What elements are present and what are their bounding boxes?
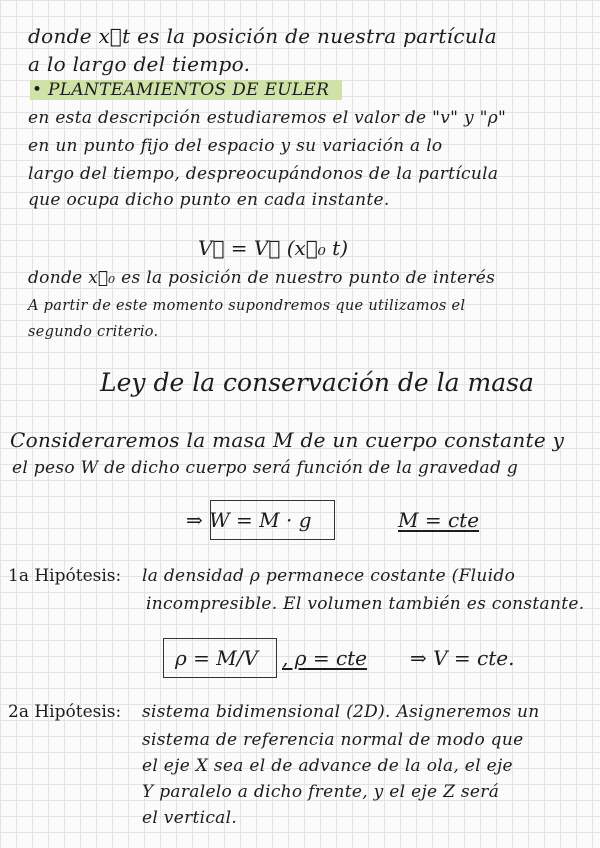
- text-line: sistema bidimensional (2D). Asigneremos un: [142, 702, 540, 722]
- volume-constant-formula: ⇒ V = cte.: [410, 646, 515, 670]
- text-line: donde x⃗t es la posición de nuestra partícula: [28, 24, 497, 48]
- text-line: a lo largo del tiempo.: [28, 52, 251, 76]
- density-constant-formula: , ρ = cte: [282, 646, 368, 670]
- text-line: A partir de este momento supondremos que utilizamos el: [28, 298, 466, 314]
- page-heading: Ley de la conservación de la masa: [100, 368, 534, 397]
- text-line: el eje X sea el de advance de la ola, el eje: [142, 756, 513, 776]
- text-line: segundo criterio.: [28, 324, 159, 340]
- text-line: sistema de referencia normal de modo que: [142, 730, 524, 750]
- text-line: que ocupa dicho punto en cada instante.: [28, 190, 390, 210]
- mass-constant-formula: M = cte: [398, 508, 480, 532]
- text-line: el vertical.: [142, 808, 238, 828]
- text-line: la densidad ρ permanece costante (Fluido: [142, 566, 516, 586]
- text-line: el peso W de dicho cuerpo será función de la gravedad g: [12, 458, 519, 478]
- section-title: • PLANTEAMIENTOS DE EULER: [32, 80, 330, 100]
- text-line: Y paralelo a dicho frente, y el eje Z será: [142, 782, 500, 802]
- text-line: incompresible. El volumen también es constante.: [146, 594, 585, 614]
- text-line: en esta descripción estudiaremos el valor de "v" y "ρ": [28, 108, 507, 128]
- text-line: Consideraremos la masa M de un cuerpo constante y: [10, 428, 565, 452]
- text-line: donde x⃗₀ es la posición de nuestro punto de interés: [28, 268, 496, 288]
- density-formula: ρ = M/V: [175, 646, 258, 670]
- text-line: largo del tiempo, despreocupándonos de la partícula: [28, 164, 499, 184]
- hypothesis-label: 2a Hipótesis:: [8, 702, 122, 722]
- velocity-formula: V⃗ = V⃗ (x⃗₀ t): [198, 236, 349, 260]
- text-line: en un punto fijo del espacio y su variación a lo: [28, 136, 443, 156]
- weight-formula: ⇒ W = M · g: [186, 508, 312, 532]
- hypothesis-label: 1a Hipótesis:: [8, 566, 122, 586]
